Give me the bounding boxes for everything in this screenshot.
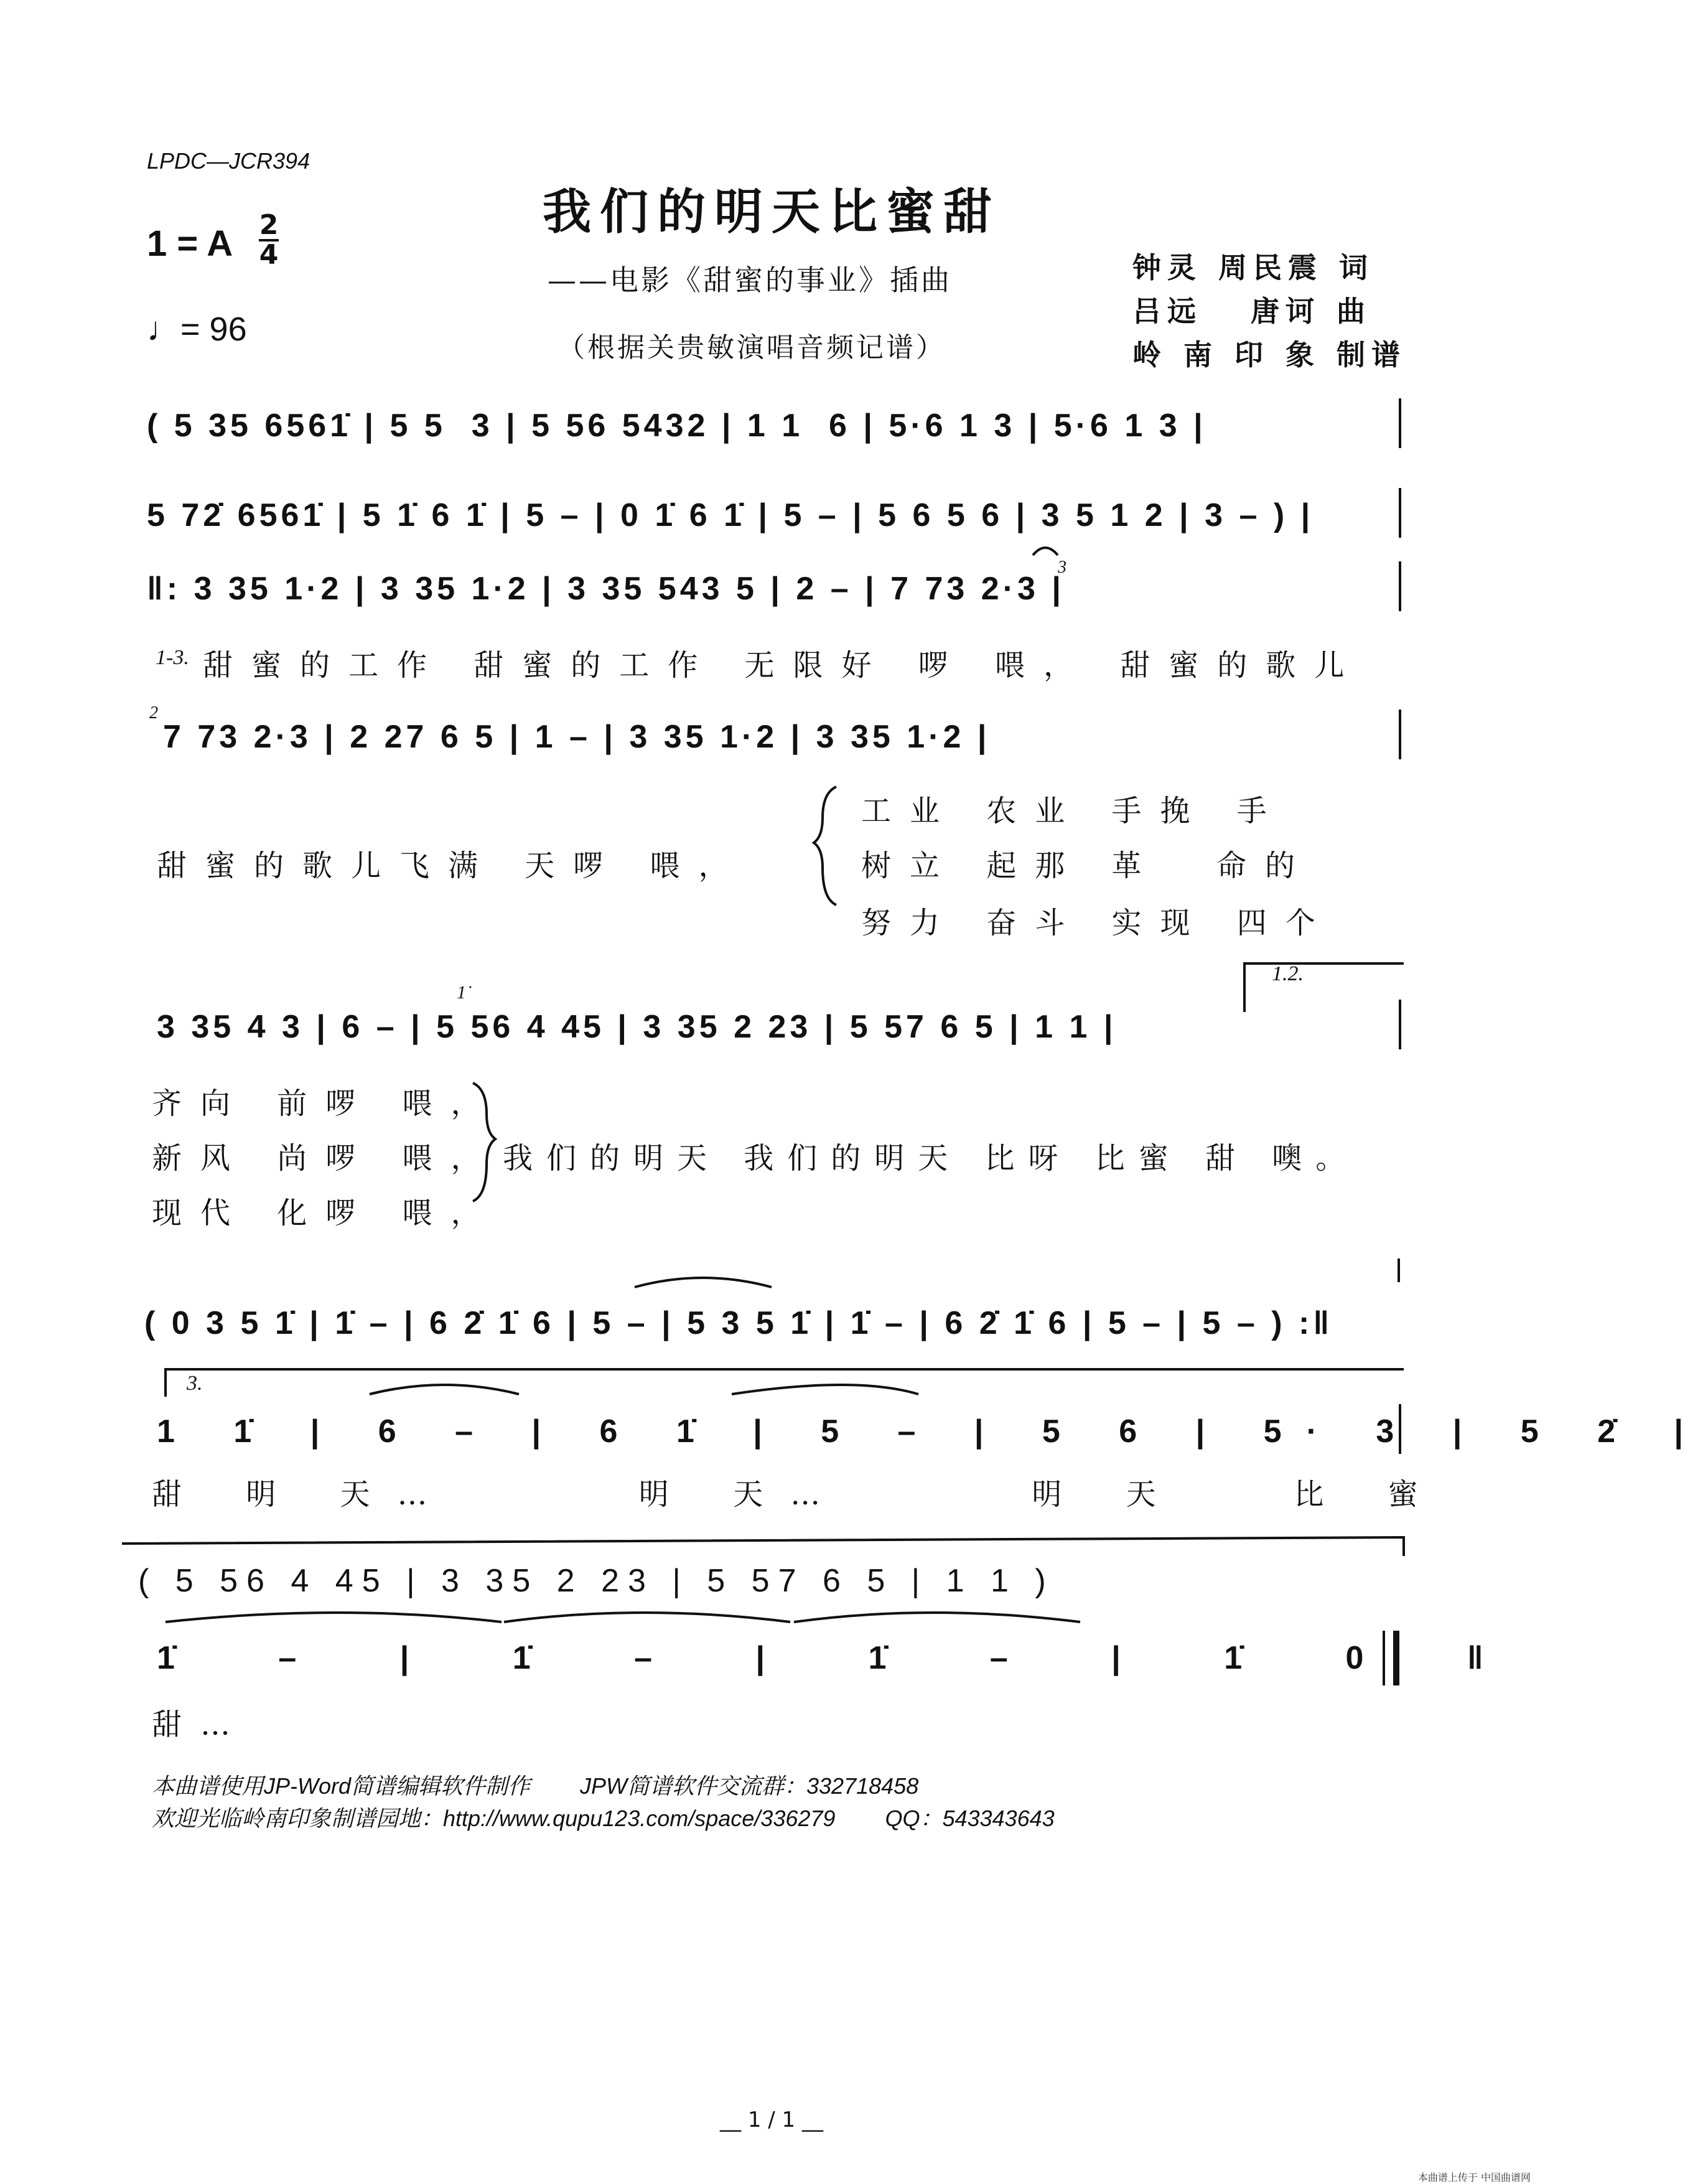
score-row-5: 3 35 4 3 | 6 – | 5 56 4 45 | 3 35 2 23 | 5 57 6 5 | 1 1 | — [157, 1009, 1117, 1045]
slur — [1033, 548, 1058, 555]
volta-1-2-label: 1.2. — [1272, 962, 1304, 985]
score-row-2: 5 72̇ 6561̇ | 5 1̇ 6 1̇ | 5 – | 0 1̇ 6 1̇ | 5 – | 5 6 5 6 | 3 5 1 2 | 3 – ) | — [147, 497, 1314, 533]
slur — [370, 1385, 519, 1394]
volta-3-bracket — [166, 1369, 1404, 1397]
score-code: LPDC—JCR394 — [147, 148, 310, 174]
verse-label: 1-3. — [156, 646, 189, 669]
volta-1-2-bracket — [1244, 963, 1404, 1012]
lyric-line-3-main: 我们的明天 我们的明天 比呀 比蜜 甜 噢。 — [503, 1141, 1360, 1176]
score-row-7: 1 1̇ | 6 – | 6 1̇ | 5 – | 5 6 | 5· 3 | 5 2̇ | — [157, 1413, 1708, 1450]
credit-engraver: 岭 南 印 象 制谱 — [1132, 338, 1407, 372]
time-bottom: 4 — [259, 239, 279, 271]
credit-composer: 吕远 唐诃 曲 — [1132, 294, 1372, 328]
time-top: 2 — [259, 209, 279, 241]
credit-lyricist: 钟灵 周民震 词 — [1132, 251, 1374, 284]
source-watermark: 本曲谱上传于 中国曲谱网 — [1417, 2172, 1531, 2183]
lyric-line-4: 甜 明 天… 明 天… 明 天 比 蜜 — [152, 1477, 1445, 1512]
lyric-line-2-verse-2: 树立 起那 革 命的 — [861, 848, 1314, 883]
key-signature: 1 = A — [147, 223, 233, 264]
footer-line-2: 欢迎光临岭南印象制谱园地：http://www.qupu123.com/space/336279 QQ：543343643 — [152, 1806, 1055, 1831]
volta-3-label: 3. — [187, 1372, 203, 1395]
lyric-line-3-verse-1: 齐向 前啰 喂， — [152, 1086, 500, 1121]
score-row-8-vocal: 1̇ – | 1̇ – | 1̇ – | 1̇ 0 ‖ — [157, 1640, 1531, 1676]
song-title: 我们的明天比蜜甜 — [542, 184, 1001, 240]
lyric-line-3-verse-3: 现代 化啰 喂， — [152, 1196, 500, 1230]
transcription-note: （根据关贵敏演唱音频记谱） — [558, 332, 946, 363]
slur — [794, 1613, 1080, 1622]
score-row-1: ( 5 35 6561̇ | 5 5 3 | 5 56 5432 | 1 1 6 | 5·6 1 3 | 5·6 1 3 | — [147, 408, 1206, 444]
lyric-line-1: 甜蜜的工作 甜蜜的工作 无限好 啰 喂， 甜蜜的歌儿 — [203, 648, 1363, 683]
lyric-line-2-verse-1: 工业 农业 手挽 手 — [861, 794, 1286, 828]
song-subtitle: ——电影《甜蜜的事业》插曲 — [548, 263, 952, 297]
tempo-mark: ♩= 96 — [147, 311, 247, 348]
verse-brace-right — [473, 1083, 495, 1201]
grace-note-b: 2 — [149, 703, 158, 723]
score-row-6: ( 0 3 5 1̇ | 1̇ – | 6 2̇ 1̇ 6 | 5 – | 5 3 5 1̇ | 1̇ – | 6 2̇ 1̇ 6 | 5 – | 5 – ) :‖ — [144, 1305, 1333, 1341]
slur — [732, 1385, 918, 1394]
lyric-line-3-verse-2: 新风 尚啰 喂， — [152, 1141, 500, 1176]
slur — [166, 1613, 502, 1622]
slur — [635, 1278, 772, 1287]
score-row-3: ‖: 3 35 1·2 | 3 35 1·2 | 3 35 543 5 | 2 – | 7 73 2·3 | — [147, 571, 1065, 607]
section-bracket — [122, 1537, 1404, 1556]
footer-line-1: 本曲谱使用JP-Word简谱编辑软件制作 JPW简谱软件交流群：332718458 — [152, 1773, 919, 1799]
page-number: __ 1 / 1 __ — [720, 2107, 823, 2132]
score-row-8-instrumental: ( 5 56 4 45 | 3 35 2 23 | 5 57 6 5 | 1 1 ) — [138, 1563, 1055, 1599]
score-row-4: 7 73 2·3 | 2 27 6 5 | 1 – | 3 35 1·2 | 3 35 1·2 | — [163, 719, 991, 755]
lyric-line-5: 甜… — [152, 1707, 250, 1742]
verse-brace — [814, 787, 836, 905]
lyric-line-2-main: 甜蜜的歌儿飞满 天啰 喂， — [157, 848, 747, 883]
grace-note-c: 1̇ — [457, 982, 466, 1003]
lyric-line-2-verse-3: 努力 奋斗 实现 四个 — [861, 906, 1334, 940]
slur — [504, 1613, 790, 1622]
grace-note-a: 3 — [1058, 558, 1066, 577]
